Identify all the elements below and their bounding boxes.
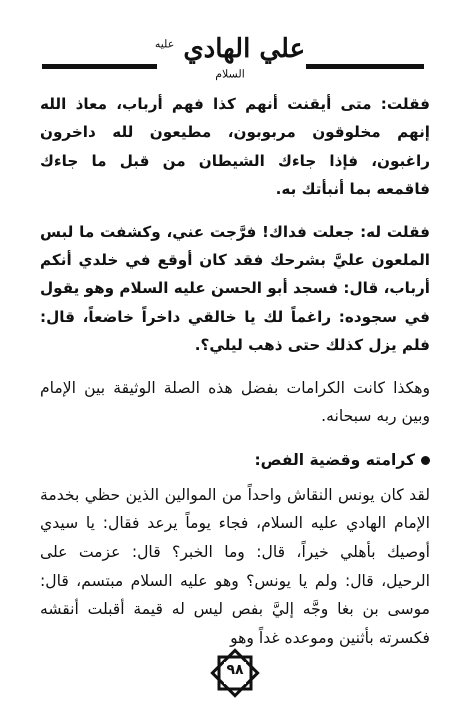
section-heading	[40, 447, 430, 473]
paragraph-1: فقلت: متى أيقنت أنهم كذا فهم أرباب، معاذ الله إنهم مخلوقون مربوبون، مطيعون لله داخرون راغبون، فإذا جاءك الشيطان من قبل ما جاءك فاقمعه بما أنبأتك به.	[40, 95, 430, 199]
honorific-mark: عليه السلام	[154, 37, 245, 81]
section-heading-text: كرامته وقضية الفص:	[254, 450, 415, 469]
page-number-ornament	[205, 648, 265, 698]
header-rule-right	[306, 64, 424, 69]
book-title-text: علي الهادي	[183, 34, 306, 64]
book-title	[150, 34, 310, 94]
bullet-icon	[421, 456, 430, 465]
header-rule-left	[42, 64, 157, 69]
paragraph-2: فقلت له: جعلت فداك! فرَّجت عني، وكشفت ما لبس الملعون عليَّ بشرحك فقد كان أوقع في خلدي أنكم أرباب، قال: فسجد أبو الحسن عليه السلام وهو يقول في سجوده: راغماً لك يا خالقي داخراً خاضعاً، قال: فلم يزل كذلك حتى ذهب ليلي؟.	[40, 222, 430, 355]
page-body	[40, 90, 430, 652]
page-header	[0, 28, 470, 81]
page-number: ٩٨	[226, 662, 244, 678]
paragraph-3: وهكذا كانت الكرامات بفضل هذه الصلة الوثيقة بين الإمام وبين ربه سبحانه.	[40, 378, 430, 426]
section-paragraph: لقد كان يونس النقاش واحداً من الموالين الذين حظي بخدمة الإمام الهادي عليه السلام، فجاء يوماً يرعد فقال: يا سيدي أوصيك بأهلي خيراً، قال: وما الخبر؟ قال: عزمت على الرحيل، قال: ولم يا يونس؟ وهو عليه السلام مبتسم، قال: موسى بن بغا وجَّه إليَّ بفص ليس له قيمة أقبلت أنقشه فكسرته بأثنين وموعده غداً وهو	[40, 485, 430, 647]
